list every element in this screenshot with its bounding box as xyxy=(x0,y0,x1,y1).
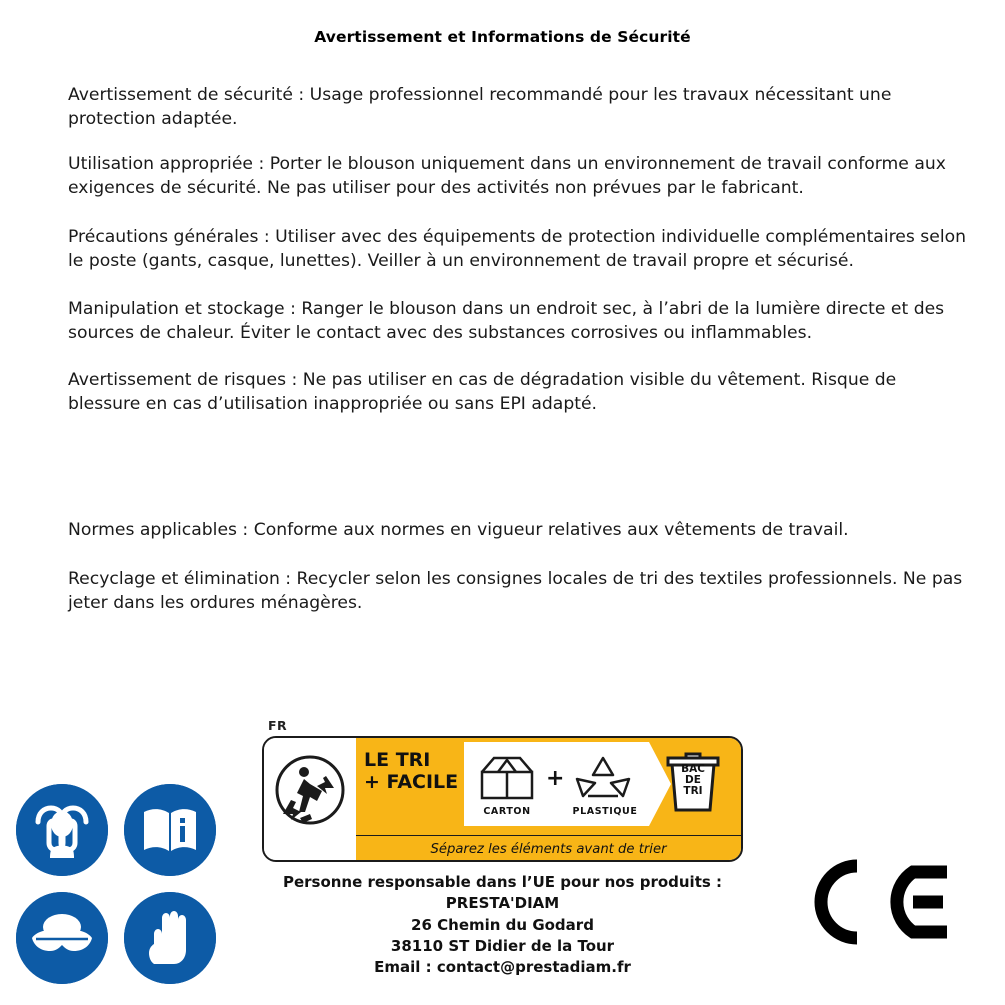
country-code-label: FR xyxy=(268,718,287,733)
paragraph-recycling-disposal: Recyclage et élimination : Recycler selon les consignes locales de tri des textiles professionnels. Ne pas jeter dans les ordures ménagères. xyxy=(68,569,963,614)
triman-footer-text: Séparez les éléments avant de trier xyxy=(430,842,667,857)
triman-logo-panel xyxy=(264,738,356,860)
paragraph-proper-use: Utilisation appropriée : Porter le blouson uniquement dans un environnement de travail conforme aux exigences de sécurité. Ne pas utiliser pour des activités non prévues par le fabricant. xyxy=(68,154,946,199)
paragraph-risk-warning: Avertissement de risques : Ne pas utiliser en cas de dégradation visible du vêtement. Risque de blessure en cas d’utilisation inappropriée ou sans EPI adapté. xyxy=(68,370,897,415)
ear-protection-icon xyxy=(16,784,108,876)
materials-plus-sign: + xyxy=(546,766,565,791)
triman-divider xyxy=(356,835,741,837)
material-label-carton: CARTON xyxy=(483,806,531,817)
paragraph-applicable-standards: Normes applicables : Conforme aux normes en vigueur relatives aux vêtements de travail. xyxy=(68,520,849,540)
page-title: Avertissement et Informations de Sécurité xyxy=(314,28,691,46)
responsible-person-heading: Personne responsable dans l’UE pour nos produits : xyxy=(282,873,723,891)
triman-headline-line2: + FACILE xyxy=(364,770,459,793)
street-address: 26 Chemin du Godard xyxy=(411,915,594,934)
paragraph-handling-storage: Manipulation et stockage : Ranger le blouson dans un endroit sec, à l’abri de la lumière directe et des sources de chaleur. Éviter le contact avec des substances corrosives ou inflammables. xyxy=(68,299,945,344)
paragraph-general-precautions: Précautions générales : Utiliser avec des équipements de protection individuelle complémentaires selon le poste (gants, casque, lunettes). Veiller à un environnement de travail propre et sécurisé. xyxy=(68,227,967,272)
ce-mark-icon xyxy=(795,852,955,952)
triman-figure-icon xyxy=(264,738,356,860)
carton-box-icon xyxy=(474,752,540,804)
triman-headline-line1: LE TRI xyxy=(364,749,431,771)
triman-box xyxy=(262,736,743,862)
bin-label-line2: DE xyxy=(685,774,701,787)
company-name: PRESTA'DIAM xyxy=(445,894,560,913)
paragraph-safety-warning: Avertissement de sécurité : Usage professionnel recommandé pour les travaux nécessitant une protection adaptée. xyxy=(68,85,892,130)
plastic-recycle-icon xyxy=(570,752,636,804)
triman-headline xyxy=(364,750,464,794)
triman-recycling-banner xyxy=(262,718,739,858)
bin-label-line3: TRI xyxy=(683,785,703,798)
material-label-plastique: PLASTIQUE xyxy=(572,806,638,817)
read-instructions-icon xyxy=(124,784,216,876)
bin-label-line1: BAC xyxy=(681,763,705,775)
city-address: 38110 ST Didier de la Tour xyxy=(390,936,615,955)
bin-label xyxy=(664,764,722,797)
contact-email: Email : contact@prestadiam.fr xyxy=(374,958,631,977)
